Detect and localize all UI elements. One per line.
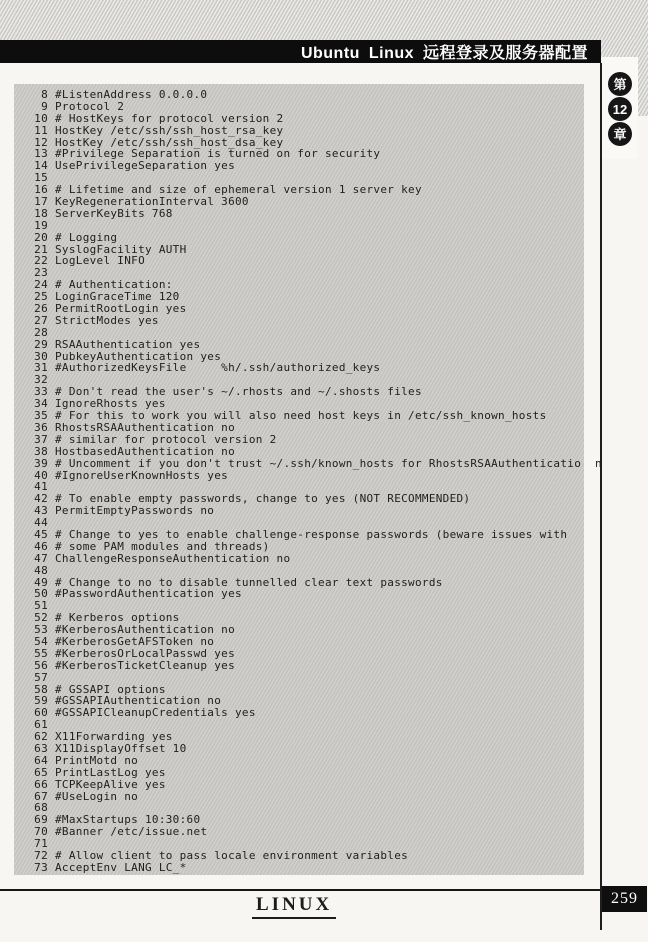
code-listing — [14, 84, 602, 875]
line-number: 18 — [34, 206, 48, 220]
line-number: 66 — [34, 777, 48, 791]
line-number: 38 — [34, 444, 48, 458]
line-number: 22 — [34, 254, 48, 268]
code-line — [14, 290, 584, 302]
line-number: 17 — [34, 195, 48, 209]
code-line — [14, 207, 584, 219]
line-number: 70 — [34, 825, 48, 839]
line-number: 69 — [34, 813, 48, 827]
line-number: 46 — [34, 539, 48, 553]
line-number: 24 — [34, 278, 48, 292]
code-line — [14, 112, 584, 124]
page-margin-rule — [600, 63, 602, 930]
line-text: HostKey /etc/ssh/ssh_host_rsa_key — [55, 123, 284, 137]
line-number: 11 — [34, 123, 48, 137]
code-line — [14, 778, 584, 790]
code-line — [14, 278, 584, 290]
line-number: 16 — [34, 183, 48, 197]
line-number: 8 — [41, 88, 48, 101]
line-text: HostKey /etc/ssh/ssh_host_dsa_key — [55, 135, 284, 149]
line-number: 9 — [41, 99, 48, 113]
line-number: 61 — [34, 718, 48, 732]
line-number: 36 — [34, 420, 48, 434]
line-text: #IgnoreUserKnownHosts yes — [55, 468, 229, 482]
code-line — [14, 742, 584, 754]
code-line — [14, 576, 584, 588]
code-line — [14, 183, 584, 195]
line-number: 62 — [34, 730, 48, 744]
code-line — [14, 219, 584, 231]
line-text: #Privilege Separation is turned on for security — [55, 147, 381, 161]
code-line — [14, 730, 584, 742]
line-number: 57 — [34, 670, 48, 684]
code-line — [14, 159, 584, 171]
line-number: 10 — [34, 111, 48, 125]
code-line — [14, 623, 584, 635]
line-text: RSAAuthentication yes — [55, 337, 201, 351]
code-line — [14, 100, 584, 112]
chapter-tab-circle: 12 — [608, 97, 632, 121]
scan-texture-top — [0, 0, 648, 40]
line-text: #GSSAPIAuthentication no — [55, 694, 222, 708]
line-text: #UseLogin no — [55, 789, 139, 803]
code-line — [14, 718, 584, 730]
line-text: #ListenAddress 0.0.0.0 — [55, 88, 208, 101]
code-line — [14, 314, 584, 326]
line-number: 49 — [34, 575, 48, 589]
code-line — [14, 504, 584, 516]
code-line — [14, 88, 584, 100]
line-text: ServerKeyBits 768 — [55, 206, 173, 220]
line-text: X11Forwarding yes — [55, 730, 173, 744]
line-text: Protocol 2 — [55, 99, 125, 113]
code-line — [14, 825, 584, 837]
line-text: #GSSAPICleanupCredentials yes — [55, 706, 256, 720]
line-number: 33 — [34, 385, 48, 399]
chapter-header-bar — [0, 40, 601, 63]
code-line — [14, 456, 602, 470]
line-number: 32 — [34, 373, 48, 387]
code-line — [14, 587, 584, 599]
line-number: 37 — [34, 432, 48, 446]
code-line — [14, 409, 584, 421]
line-number: 55 — [34, 646, 48, 660]
code-line — [14, 849, 584, 861]
code-line — [14, 837, 584, 849]
line-text: # Change to yes to enable challenge-response passwords (beware issues with — [55, 527, 568, 541]
code-line — [14, 433, 584, 445]
code-line — [14, 445, 584, 457]
line-text: # Change to no to disable tunnelled clear text passwords — [55, 575, 443, 589]
line-text: # GSSAPI options — [55, 682, 166, 696]
line-number: 64 — [34, 753, 48, 767]
code-line — [14, 385, 584, 397]
line-text: TCPKeepAlive yes — [55, 777, 166, 791]
line-text: #PasswordAuthentication yes — [55, 587, 242, 601]
line-text: #MaxStartups 10:30:60 — [55, 813, 201, 827]
line-number: 21 — [34, 242, 48, 256]
line-number: 42 — [34, 492, 48, 506]
line-number: 26 — [34, 302, 48, 316]
code-line — [14, 611, 584, 623]
line-text — [48, 219, 55, 232]
line-text: StrictModes yes — [55, 313, 159, 327]
line-number: 44 — [34, 516, 48, 530]
line-number: 56 — [34, 658, 48, 672]
code-line — [14, 694, 584, 706]
code-line — [14, 171, 584, 183]
line-text: # For this to work you will also need host keys in /etc/ssh_known_hosts — [55, 409, 547, 423]
code-line — [14, 266, 584, 278]
line-number: 51 — [34, 599, 48, 613]
line-text: # Allow client to pass locale environment variables — [55, 849, 409, 862]
code-line — [14, 861, 584, 873]
code-line — [14, 147, 584, 159]
line-text: #KerberosGetAFSToken no — [55, 634, 215, 648]
line-number: 30 — [34, 349, 48, 363]
code-line — [14, 361, 584, 373]
line-text: #KerberosTicketCleanup yes — [55, 658, 235, 672]
line-number: 31 — [34, 361, 48, 375]
line-text: #AuthorizedKeysFile %h/.ssh/authorized_keys — [55, 361, 381, 375]
line-number: 34 — [34, 397, 48, 411]
code-line — [14, 254, 584, 266]
code-line — [14, 302, 584, 314]
line-text: # Uncomment if you don't trust ~/.ssh/known_hosts for RhostsRSAAuthenticatio n — [55, 456, 602, 470]
line-text: PubkeyAuthentication yes — [55, 349, 222, 363]
code-line — [14, 671, 584, 683]
line-text: PrintLastLog yes — [55, 765, 166, 779]
code-line — [14, 136, 584, 148]
line-text: # Authentication: — [55, 278, 173, 292]
line-text: KeyRegenerationInterval 3600 — [55, 195, 249, 209]
code-line — [14, 540, 584, 552]
line-text: # similar for protocol version 2 — [55, 432, 277, 446]
code-line — [14, 397, 584, 409]
line-number: 23 — [34, 266, 48, 280]
line-text — [48, 326, 55, 339]
line-text — [48, 671, 55, 684]
line-text: # Logging — [55, 230, 118, 244]
line-text: RhostsRSAAuthentication no — [55, 420, 235, 434]
line-number: 45 — [34, 527, 48, 541]
chapter-tab-circle: 第 — [608, 72, 632, 96]
line-text: # Lifetime and size of ephemeral version 1 server key — [55, 183, 422, 197]
code-line — [14, 813, 584, 825]
code-line — [14, 492, 584, 504]
code-line — [14, 659, 584, 671]
line-number: 40 — [34, 468, 48, 482]
code-line — [14, 683, 584, 695]
code-line — [14, 790, 584, 802]
code-line — [14, 599, 584, 611]
line-text: #KerberosAuthentication no — [55, 623, 235, 637]
line-number: 65 — [34, 765, 48, 779]
code-line — [14, 801, 584, 813]
code-line — [14, 552, 584, 564]
line-number: 52 — [34, 611, 48, 625]
line-number: 27 — [34, 313, 48, 327]
code-line — [14, 528, 584, 540]
code-line — [14, 647, 584, 659]
line-number: 47 — [34, 551, 48, 565]
code-line — [14, 635, 584, 647]
line-number: 39 — [34, 456, 48, 470]
line-number: 53 — [34, 623, 48, 637]
code-line — [14, 754, 584, 766]
code-line — [14, 564, 584, 576]
line-number: 71 — [34, 837, 48, 851]
line-text: #Banner /etc/issue.net — [55, 825, 208, 839]
line-text: HostbasedAuthentication no — [55, 444, 235, 458]
line-text: X11DisplayOffset 10 — [55, 741, 187, 755]
line-text: UsePrivilegeSeparation yes — [55, 159, 235, 173]
line-text: # To enable empty passwords, change to yes (NOT RECOMMENDED) — [55, 492, 471, 506]
line-text: PrintMotd no — [55, 753, 139, 767]
line-text: AcceptEnv LANG LC_* — [55, 860, 187, 874]
line-text — [48, 564, 55, 577]
line-number: 58 — [34, 682, 48, 696]
code-line — [14, 766, 584, 778]
line-number: 15 — [34, 171, 48, 185]
chapter-tab-circle: 章 — [608, 122, 632, 146]
line-text: PermitRootLogin yes — [55, 302, 187, 316]
code-line — [14, 243, 584, 255]
line-number: 67 — [34, 789, 48, 803]
code-line — [14, 350, 584, 362]
line-text: #KerberosOrLocalPasswd yes — [55, 646, 235, 660]
line-text: IgnoreRhosts yes — [55, 397, 166, 411]
line-number: 19 — [34, 218, 48, 232]
line-number: 54 — [34, 634, 48, 648]
line-text: ChallengeResponseAuthentication no — [55, 551, 291, 565]
code-line — [14, 338, 584, 350]
code-line — [14, 124, 584, 136]
code-line — [14, 195, 584, 207]
line-text: SyslogFacility AUTH — [55, 242, 187, 256]
chapter-header-title: Ubuntu Linux 远程登录及服务器配置 — [300, 45, 588, 62]
line-number: 14 — [34, 159, 48, 173]
code-line — [14, 706, 584, 718]
code-line — [14, 373, 584, 385]
line-text: LogLevel INFO — [55, 254, 145, 268]
line-number: 60 — [34, 706, 48, 720]
line-number: 43 — [34, 504, 48, 518]
line-text: PermitEmptyPasswords no — [55, 504, 215, 518]
line-number: 48 — [34, 563, 48, 577]
footer-rule — [0, 889, 601, 891]
line-number: 28 — [34, 325, 48, 339]
line-number: 68 — [34, 801, 48, 815]
line-number: 63 — [34, 741, 48, 755]
code-line — [14, 326, 584, 338]
line-number: 29 — [34, 337, 48, 351]
line-number: 41 — [34, 480, 48, 494]
line-text: LoginGraceTime 120 — [55, 290, 180, 304]
line-text: # HostKeys for protocol version 2 — [55, 111, 284, 125]
code-line — [14, 480, 584, 492]
code-line — [14, 231, 584, 243]
linux-logo: LINUX — [252, 895, 336, 919]
code-line — [14, 421, 584, 433]
line-number: 12 — [34, 135, 48, 149]
line-number: 25 — [34, 290, 48, 304]
line-number: 20 — [34, 230, 48, 244]
line-text: # some PAM modules and threads) — [55, 539, 270, 553]
code-line — [14, 469, 584, 481]
line-number: 72 — [34, 849, 48, 862]
code-line — [14, 516, 584, 528]
page-number: 259 — [602, 886, 647, 912]
line-text: # Kerberos options — [55, 611, 180, 625]
line-text: # Don't read the user's ~/.rhosts and ~/.shosts files — [55, 385, 422, 399]
line-number: 73 — [34, 860, 48, 874]
line-number: 35 — [34, 409, 48, 423]
line-number: 50 — [34, 587, 48, 601]
chapter-tab — [601, 57, 638, 159]
line-number: 59 — [34, 694, 48, 708]
line-number: 13 — [34, 147, 48, 161]
